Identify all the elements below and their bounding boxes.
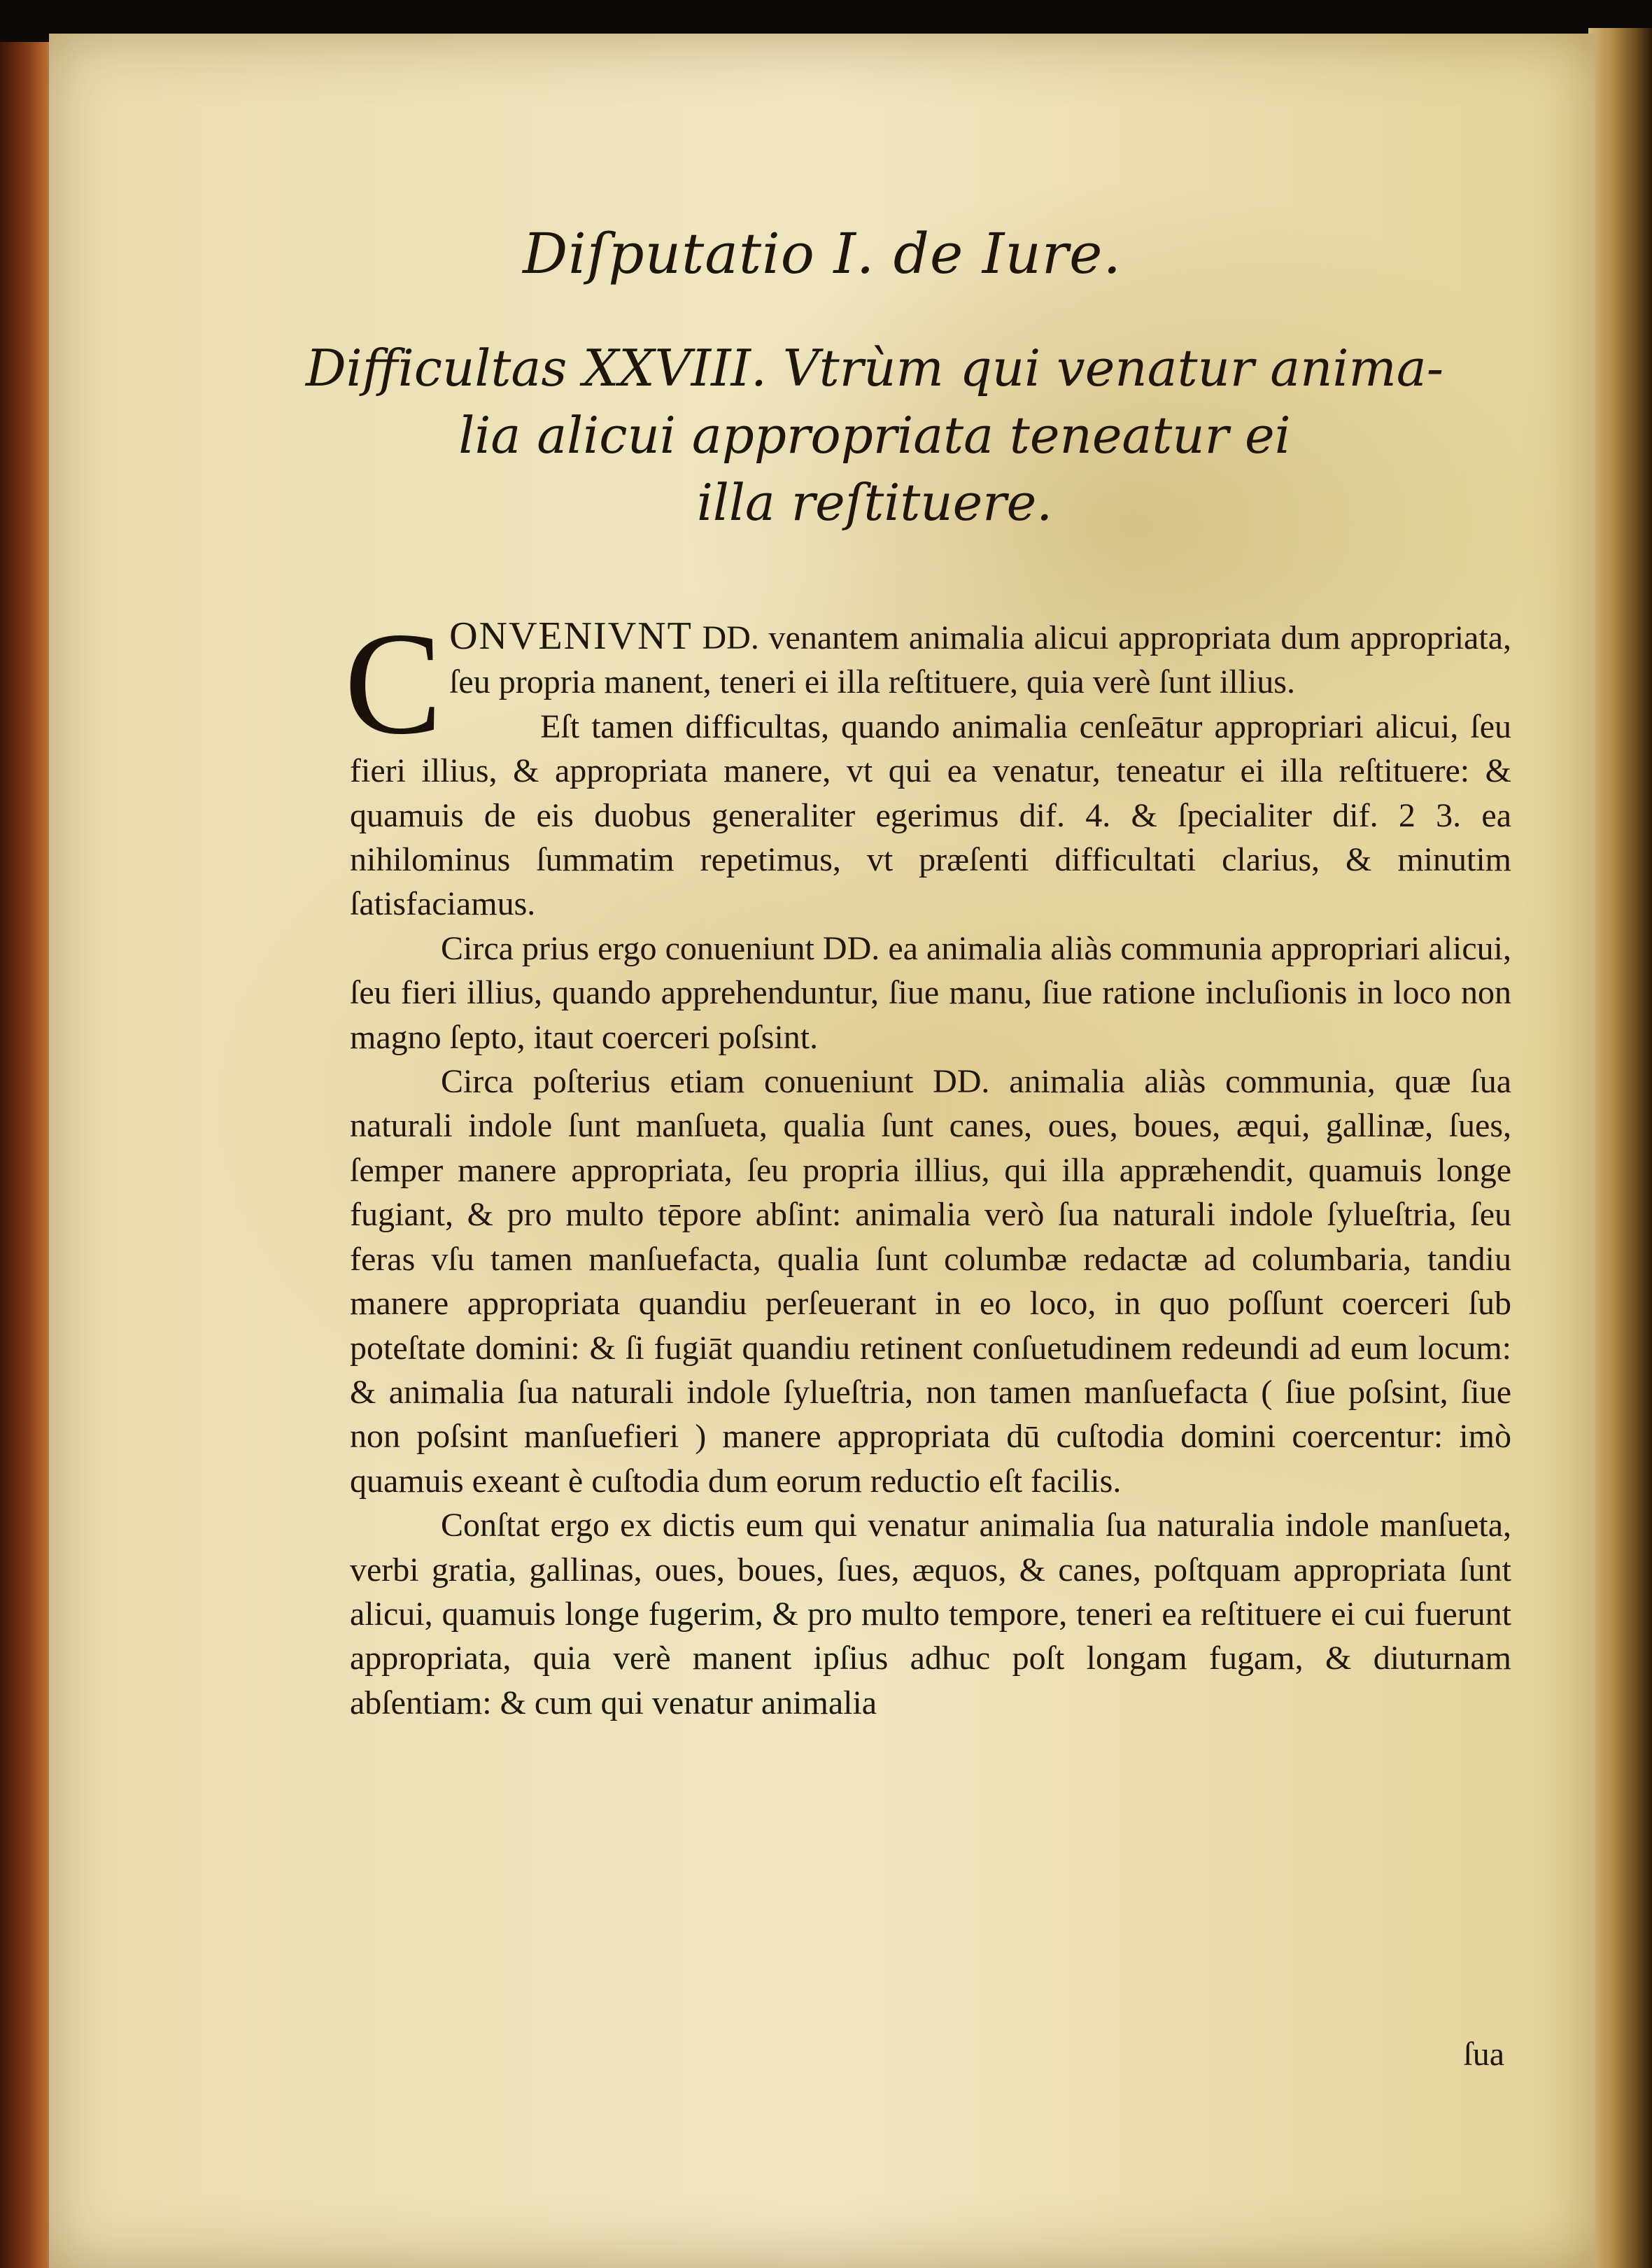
body-text [344,603,1511,1725]
title-line-3: illa reſtituere. [696,473,1053,532]
paragraph-4: Circa poſterius etiam conueniunt DD. animalia aliàs communia, quæ ſua naturali indole ſunt manſueta, qualia ſunt canes, oues, boues, æqui, gallinæ, ſues, ſemper manere appropriata, ſeu propria illius, qui illa appræhendit, quamuis longe fugiant, & pro multo tēpore abſint: animalia verò ſua naturali indole ſylueſtria, ſeu feras vſu tamen manſuefacta, qualia ſunt columbæ redactæ ad columbaria, tandiu manere appropriata quandiu perſeuerant in eo loco, in quo poſſunt coerceri ſub poteſtate domini: & ſi fugiāt quandiu retinent conſuetudinem redeundi ad eum locum: & animalia ſua naturali indole ſylueſtria, non tamen manſuefacta ( ſiue poſsint, ſiue non poſsint manſuefieri ) manere appropriata dū cuſtodia domini coercentur: imò quamuis exeant è cuſtodia dum eorum reductio eſt facilis. [350,1063,1511,1500]
book-edge-right [1588,28,1652,2268]
paragraph-1-text: DD. venantem animalia alicui appropriata dum appropriata, ſeu propria manent, teneri ei illa reſtituere, quia verè ſunt illius. [449,619,1511,701]
drop-cap: C [344,603,443,765]
chapter-title [280,334,1469,536]
opening-word: ONVENIVNT [449,614,693,658]
book-edge-left [0,42,55,2268]
catchword: ſua [1463,2036,1504,2073]
paragraph-3: Circa prius ergo conueniunt DD. ea animalia aliàs communia appropriari alicui, ſeu fieri illius, quando apprehenduntur, ſiue manu, ſiue ratione incluſionis in loco non magno ſepto, itaut coerceri poſsint. [350,929,1511,1056]
paragraph-2: Eſt tamen difficultas, quando animalia cenſeātur appropriari alicui, ſeu fieri illius, & appropriata manere, vt qui ea venatur, teneatur ei illa reſtituere: & quamuis de eis duobus generaliter egerimus dif. 4. & ſpecialiter dif. 2 3. ea nihilominus ſummatim repetimus, vt præſenti difficultati clarius, & minutim ſatisfaciamus. [350,707,1511,923]
paper-page [49,34,1595,2268]
title-line-1: Difficultas XXVIII. Vtrùm qui venatur anima- [305,339,1444,397]
paragraph-1 [344,603,1511,765]
running-head: Diſputatio I. de Iure. [523,221,1122,286]
title-line-2: lia alicui appropriata teneatur ei [458,406,1291,465]
paragraph-5: Conſtat ergo ex dictis eum qui venatur animalia ſua naturalia indole manſueta, verbi gratia, gallinas, oues, boues, ſues, æquos, & canes, poſtquam appropriata ſunt alicui, quamuis longe fugerim, & pro multo tempore, teneri ea reſtituere ei cui fuerunt appropriata, quia verè manent ipſius adhuc poſt longam fugam, & diuturnam abſentiam: & cum qui venatur animalia [350,1507,1511,1721]
